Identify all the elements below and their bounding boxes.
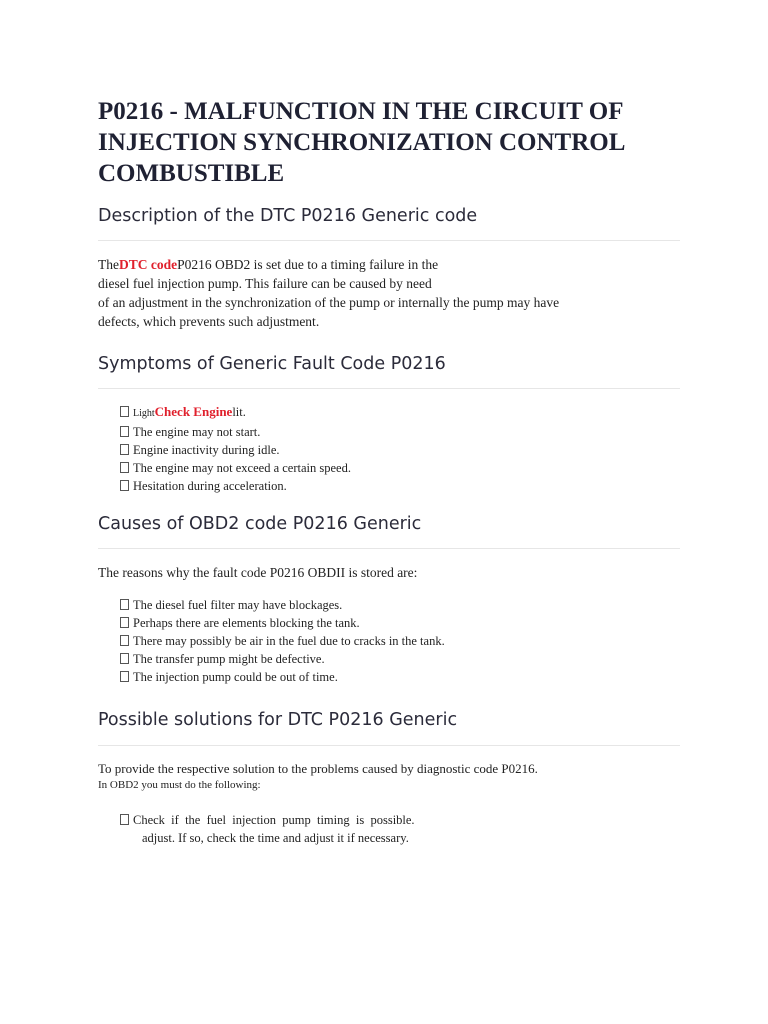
causes-section — [98, 512, 680, 686]
text-fragment: defects, which prevents such adjustment. — [98, 314, 320, 329]
solutions-list — [98, 811, 680, 847]
missing-glyph-box-icon — [120, 635, 129, 646]
causes-list — [98, 596, 680, 686]
text-fragment: The — [98, 257, 119, 272]
symptoms-heading: Symptoms of Generic Fault Code P0216 — [98, 354, 446, 374]
text-fragment: Light — [133, 408, 155, 419]
missing-glyph-box-icon — [120, 671, 129, 682]
solutions-section — [98, 708, 680, 847]
description-paragraph-cont — [98, 293, 632, 331]
section-divider — [98, 548, 680, 549]
list-item-continuation: adjust. If so, check the time and adjust it if necessary. — [142, 831, 409, 845]
missing-glyph-box-icon — [120, 480, 129, 491]
missing-glyph-box-icon — [120, 653, 129, 664]
list-item — [120, 811, 680, 847]
solutions-heading: Possible solutions for DTC P0216 Generic — [98, 710, 458, 730]
description-section — [98, 204, 680, 331]
list-item — [120, 650, 680, 668]
symptoms-section — [98, 352, 680, 495]
title-line: INJECTION SYNCHRONIZATION CONTROL — [98, 129, 626, 156]
list-item — [120, 459, 680, 477]
description-paragraph — [98, 255, 498, 293]
list-item-text: The injection pump could be out of time. — [133, 670, 338, 684]
list-item — [120, 614, 680, 632]
text-fragment: of an adjustment in the synchronization of the pump or internally the pump may have — [98, 295, 560, 310]
causes-intro: The reasons why the fault code P0216 OBDII is stored are: — [98, 565, 418, 580]
list-item — [120, 403, 680, 423]
causes-heading: Causes of OBD2 code P0216 Generic — [98, 514, 422, 534]
list-item-text: The engine may not exceed a certain speed. — [133, 461, 351, 475]
text-fragment: P0216 OBD2 is set due to a timing failure in the — [177, 257, 439, 272]
list-item — [120, 596, 680, 614]
text-fragment: lit. — [232, 405, 246, 419]
list-item — [120, 441, 680, 459]
document-page — [98, 96, 680, 845]
list-item — [120, 477, 680, 495]
missing-glyph-box-icon — [120, 617, 129, 628]
solutions-intro: To provide the respective solution to the problems caused by diagnostic code P0216. — [98, 761, 538, 776]
symptoms-list — [98, 403, 680, 495]
missing-glyph-box-icon — [120, 444, 129, 455]
check-engine-link[interactable]: Check Engine — [154, 404, 233, 419]
list-item — [120, 632, 680, 650]
title-line: COMBUSTIBLE — [98, 160, 285, 187]
missing-glyph-box-icon — [120, 406, 129, 417]
list-item-text: The diesel fuel filter may have blockages. — [133, 598, 343, 612]
missing-glyph-box-icon — [120, 814, 129, 825]
list-item-text: There may possibly be air in the fuel due to cracks in the tank. — [133, 634, 445, 648]
section-divider — [98, 745, 680, 746]
list-item-text: The engine may not start. — [133, 425, 261, 439]
list-item-text: Check if the fuel injection pump timing is possible. — [133, 813, 415, 827]
list-item-text: Hesitation during acceleration. — [133, 479, 287, 493]
section-divider — [98, 388, 680, 389]
list-item — [120, 668, 680, 686]
solutions-intro-2: In OBD2 you must do the following: — [98, 779, 261, 791]
list-item-text: Engine inactivity during idle. — [133, 443, 280, 457]
list-item-text: Perhaps there are elements blocking the tank. — [133, 616, 360, 630]
list-item-text: The transfer pump might be defective. — [133, 652, 325, 666]
page-title — [98, 96, 680, 189]
list-item — [120, 423, 680, 441]
missing-glyph-box-icon — [120, 462, 129, 473]
missing-glyph-box-icon — [120, 599, 129, 610]
description-heading: Description of the DTC P0216 Generic code — [98, 206, 478, 226]
missing-glyph-box-icon — [120, 426, 129, 437]
dtc-code-link[interactable]: DTC code — [119, 257, 178, 272]
section-divider — [98, 240, 680, 241]
text-fragment: diesel fuel injection pump. This failure can be caused by need — [98, 276, 432, 291]
title-line: P0216 - MALFUNCTION IN THE CIRCUIT OF — [98, 98, 624, 125]
